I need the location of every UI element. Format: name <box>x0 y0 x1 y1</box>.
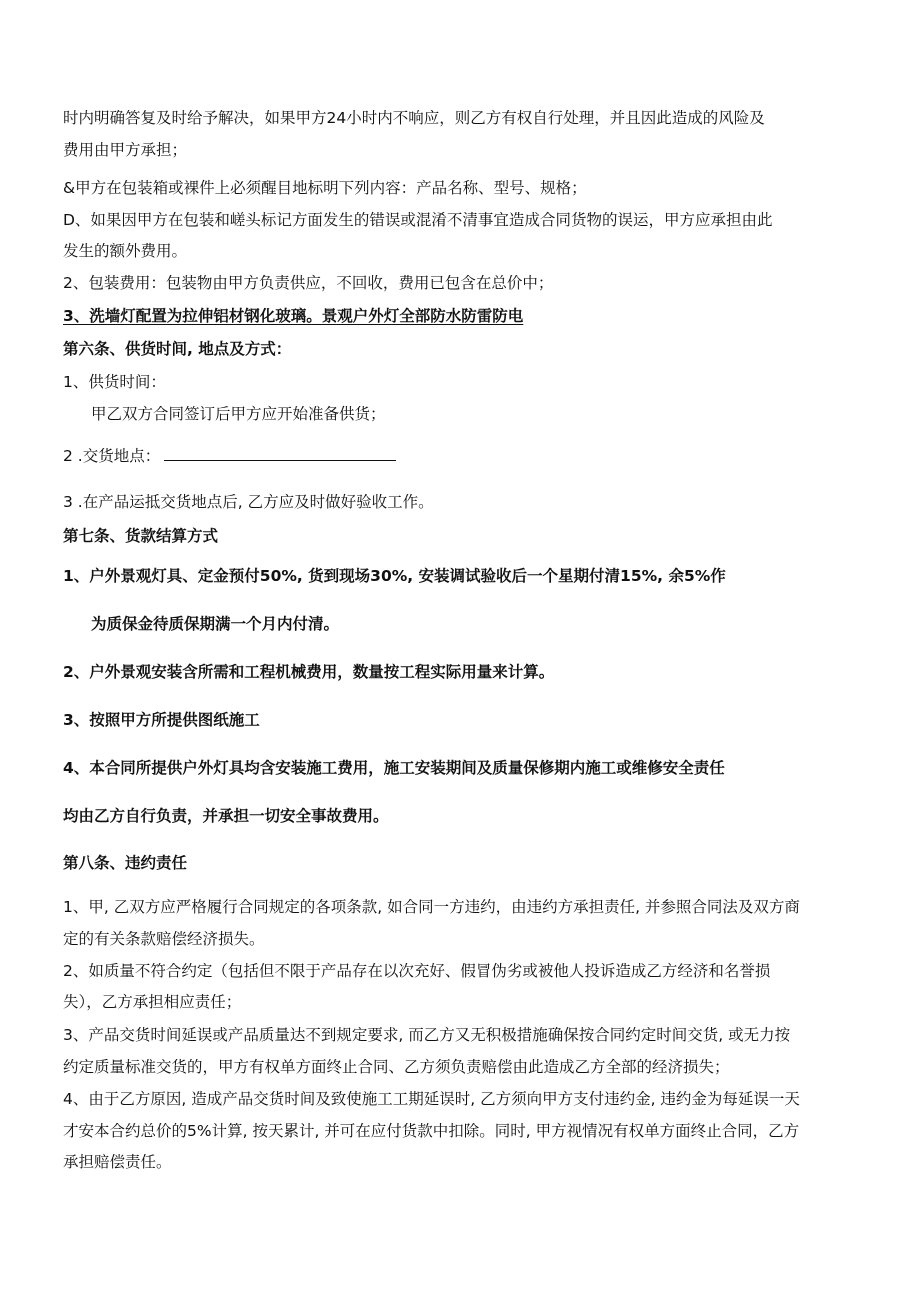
paragraph-line: 均由乙方自行负责，并承担一切安全事故费用。 <box>63 807 389 825</box>
paragraph-line: &甲方在包装箱或裸件上必须醒目地标明下列内容：产品名称、型号、规格； <box>63 179 587 197</box>
paragraph-line: 发生的额外费用。 <box>63 242 188 260</box>
paragraph-line: 为质保金待质保期满一个月内付清。 <box>91 615 340 633</box>
paragraph-line: 费用由甲方承担； <box>63 141 188 159</box>
paragraph-line: 4、由于乙方原因, 造成产品交货时间及致使施工工期延误时, 乙方须向甲方支付违约金, 违约金为每延误一天 <box>63 1090 800 1108</box>
paragraph-line: 时内明确答复及时给予解决，如果甲方24小时内不响应，则乙方有权自行处理，并且因此造成的风险及 <box>63 109 765 127</box>
highlighted-clause: 3、洗墙灯配置为拉伸铝材钢化玻璃。景观户外灯全部防水防雷防电 <box>63 307 524 325</box>
paragraph-line: 2、如质量不符合约定（包括但不限于产品存在以次充好、假冒伪劣或被他人投诉造成乙方经济和名誉损 <box>63 962 771 980</box>
paragraph-line: D、如果因甲方在包装和嵯头标记方面发生的错误或混淆不清事宜造成合同货物的误运，甲方应承担由此 <box>63 211 773 229</box>
paragraph-line: 3、按照甲方所提供图纸施工 <box>63 711 260 729</box>
paragraph-line: 4、本合同所提供户外灯具均含安装施工费用，施工安装期间及质量保修期内施工或维修安全责任 <box>63 759 725 777</box>
paragraph-line: 3 .在产品运抵交货地点后, 乙方应及时做好验收工作。 <box>63 493 434 511</box>
paragraph-line: 才安本合约总价的5%计算, 按天累计, 并可在应付货款中扣除。同时, 甲方视情况有权单方面终止合同，乙方 <box>63 1122 800 1140</box>
section-heading-7: 第七条、货款结算方式 <box>63 527 219 545</box>
paragraph-line: 失），乙方承担相应责任； <box>63 993 242 1011</box>
paragraph-line: 2、户外景观安装含所需和工程机械费用，数量按工程实际用量来计算。 <box>63 663 555 681</box>
delivery-location-blank <box>164 446 396 461</box>
paragraph-line: 1、供货时间： <box>63 373 166 391</box>
section-heading-8: 第八条、违约责任 <box>63 854 188 872</box>
paragraph-line: 定的有关条款赔偿经济损失。 <box>63 930 265 948</box>
delivery-location-line <box>63 446 864 466</box>
paragraph-line: 约定质量标准交货的，甲方有权单方面终止合同、乙方须负责赔偿由此造成乙方全部的经济损失； <box>63 1058 730 1076</box>
paragraph-line: 1、户外景观灯具、定金预付50%, 货到现场30%, 安装调试验收后一个星期付清15%, 余5%作 <box>63 567 726 585</box>
paragraph-line: 1、甲, 乙双方应严格履行合同规定的各项条款, 如合同一方违约，由违约方承担责任, 并参照合同法及双方商 <box>63 898 800 916</box>
delivery-location-label: 2 .交货地点： <box>63 447 161 465</box>
section-heading-6: 第六条、供货时间, 地点及方式： <box>63 340 292 358</box>
paragraph-line: 甲乙双方合同签订后甲方应开始准备供货； <box>91 405 386 423</box>
paragraph-line: 2、包装费用：包装物由甲方负责供应，不回收，费用已包含在总价中； <box>63 274 554 292</box>
paragraph-line: 3、产品交货时间延误或产品质量达不到规定要求, 而乙方又无积极措施确保按合同约定时间交货, 或无力按 <box>63 1026 791 1044</box>
paragraph-line: 承担赔偿责任。 <box>63 1153 172 1171</box>
